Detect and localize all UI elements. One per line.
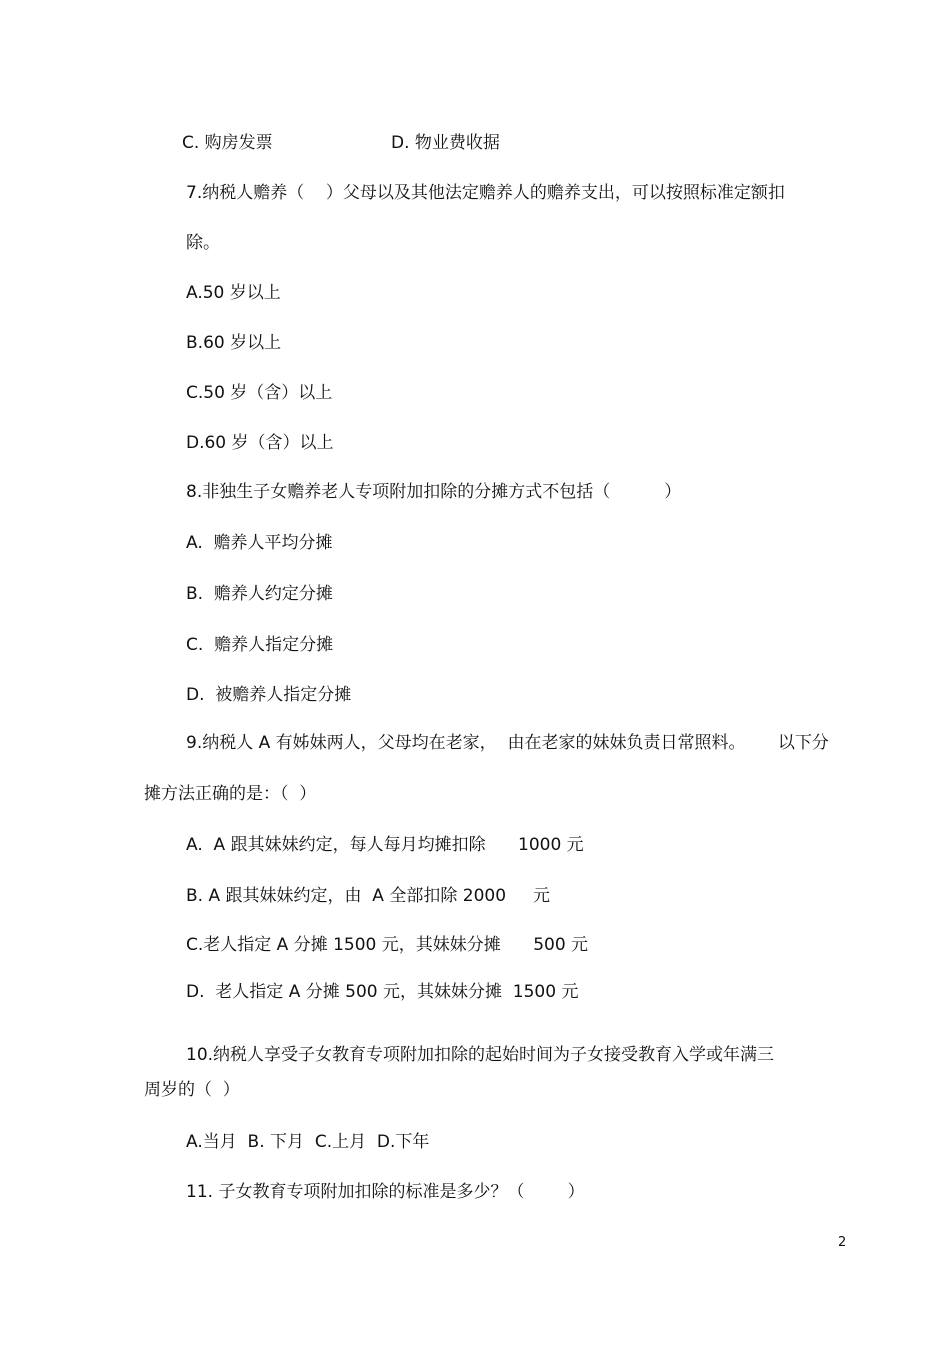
q7-option-d: D.60 岁（含）以上 [186, 433, 334, 453]
q8-option-c: C. 赡养人指定分摊 [186, 635, 334, 655]
q7-option-c: C.50 岁（含）以上 [186, 383, 333, 403]
q10-options: A.当月 B. 下月 C.上月 D.下年 [186, 1132, 430, 1152]
option-c-line: C. 购房发票 [182, 133, 273, 153]
question-10-cont: 周岁的（ ） [144, 1080, 240, 1100]
q8-option-a: A. 赡养人平均分摊 [186, 533, 333, 553]
page-number: 2 [838, 1235, 847, 1250]
question-10: 10.纳税人享受子女教育专项附加扣除的起始时间为子女接受教育入学或年满三 [186, 1045, 775, 1065]
q9-option-d: D. 老人指定 A 分摊 500 元，其妹妹分摊 1500 元 [186, 982, 579, 1002]
q7-option-b: B.60 岁以上 [186, 333, 282, 353]
question-7-cont: 除。 [186, 233, 220, 253]
question-8: 8.非独生子女赡养老人专项附加扣除的分摊方式不包括（ ） [186, 482, 682, 502]
q8-option-b: B. 赡养人约定分摊 [186, 584, 333, 604]
question-7: 7.纳税人赡养（ ）父母以及其他法定赡养人的赡养支出，可以按照标准定额扣 [186, 183, 785, 203]
question-11: 11. 子女教育专项附加扣除的标准是多少？（ ） [186, 1182, 585, 1202]
q9-option-c: C.老人指定 A 分摊 1500 元，其妹妹分摊 500 元 [186, 935, 589, 955]
q9-option-b: B. A 跟其妹妹约定，由 A 全部扣除 2000 元 [186, 886, 551, 906]
question-9: 9.纳税人 A 有姊妹两人，父母均在老家， 由在老家的妹妹负责日常照料。 以下分 [186, 733, 829, 753]
q9-option-a: A. A 跟其妹妹约定，每人每月均摊扣除 1000 元 [186, 835, 584, 855]
q7-option-a: A.50 岁以上 [186, 283, 281, 303]
option-d-line: D. 物业费收据 [391, 133, 500, 153]
q8-option-d: D. 被赡养人指定分摊 [186, 685, 352, 705]
question-9-cont: 摊方法正确的是：（ ） [144, 784, 317, 804]
